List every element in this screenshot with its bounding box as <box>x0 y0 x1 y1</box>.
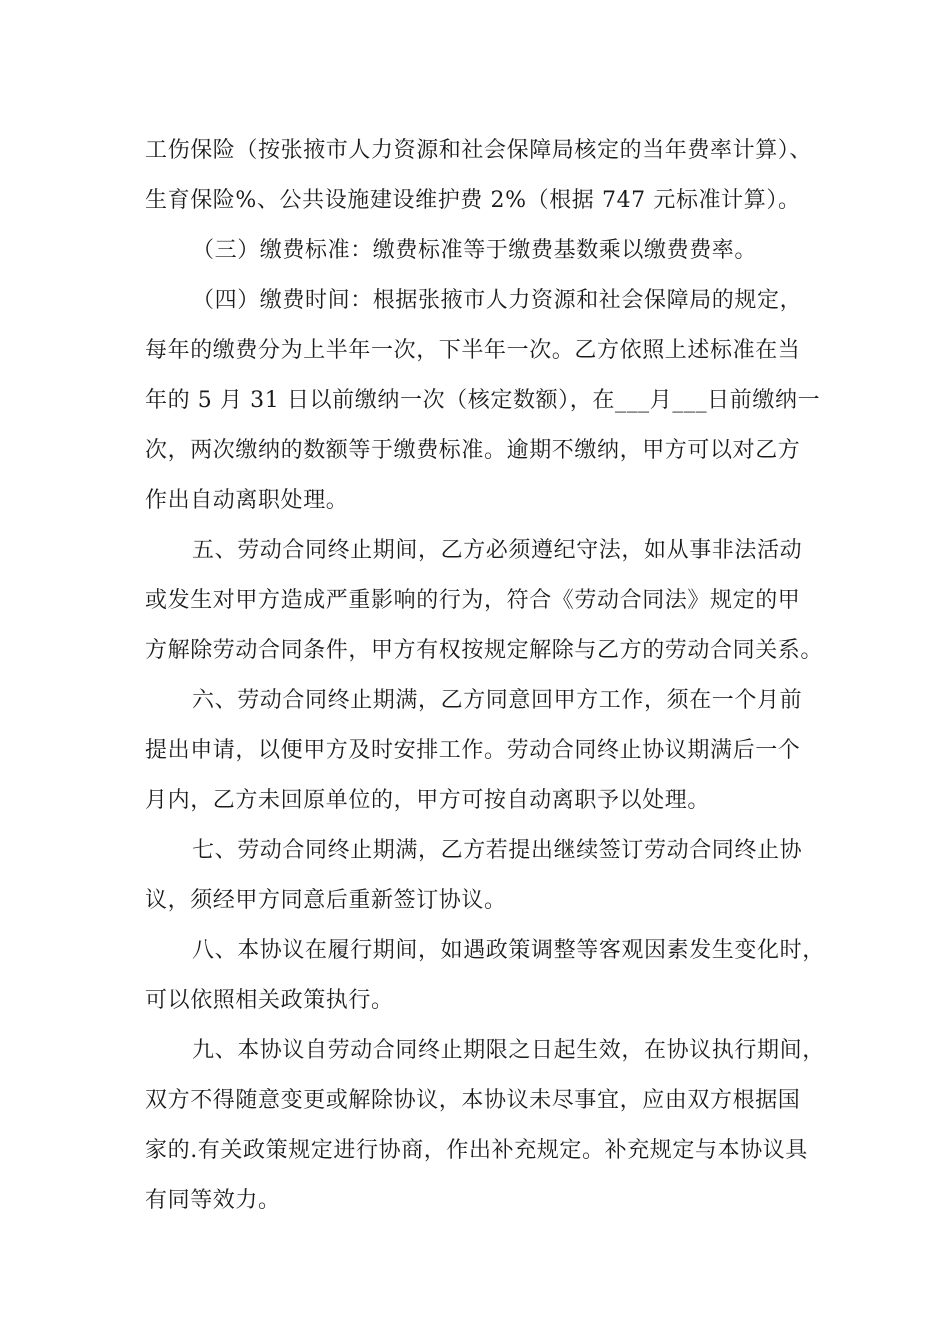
text-line: （三）缴费标准：缴费标准等于缴费基数乘以缴费费率。 <box>192 238 758 263</box>
text-line: 或发生对甲方造成严重影响的行为，符合《劳动合同法》规定的甲 <box>145 588 801 613</box>
text-line: 五、劳动合同终止期间，乙方必须遵纪守法，如从事非法活动 <box>192 538 803 563</box>
text-line: 生育保险%、公共设施建设维护费 2%（根据 747 元标准计算）。 <box>145 188 801 213</box>
text-line: 六、劳动合同终止期满，乙方同意回甲方工作，须在一个月前 <box>192 688 803 713</box>
text-line: 议，须经甲方同意后重新签订协议。 <box>145 888 507 913</box>
text-line: 八、本协议在履行期间，如遇政策调整等客观因素发生变化时， <box>192 938 825 963</box>
text-line: 提出申请，以便甲方及时安排工作。劳动合同终止协议期满后一个 <box>145 738 801 763</box>
text-line: 方解除劳动合同条件，甲方有权按规定解除与乙方的劳动合同关系。 <box>145 638 824 663</box>
text-line: 可以依照相关政策执行。 <box>145 988 394 1013</box>
text-line: 家的.有关政策规定进行协商，作出补充规定。补充规定与本协议具 <box>145 1138 808 1163</box>
text-line: 有同等效力。 <box>145 1188 281 1213</box>
text-line: 工伤保险（按张掖市人力资源和社会保障局核定的当年费率计算）、 <box>145 138 813 163</box>
text-line: 九、本协议自劳动合同终止期限之日起生效，在协议执行期间， <box>192 1038 825 1063</box>
text-line: 七、劳动合同终止期满，乙方若提出继续签订劳动合同终止协 <box>192 838 803 863</box>
text-line: 月内，乙方未回原单位的，甲方可按自动离职予以处理。 <box>145 788 711 813</box>
text-line: 次，两次缴纳的数额等于缴费标准。逾期不缴纳，甲方可以对乙方 <box>145 438 801 463</box>
text-line: （四）缴费时间：根据张掖市人力资源和社会保障局的规定， <box>192 288 803 313</box>
text-line: 每年的缴费分为上半年一次，下半年一次。乙方依照上述标准在当 <box>145 338 801 363</box>
text-line: 作出自动离职处理。 <box>145 488 349 513</box>
text-line: 双方不得随意变更或解除协议，本协议未尽事宜，应由双方根据国 <box>145 1088 801 1113</box>
text-line: 年的 5 月 31 日以前缴纳一次（核定数额），在___月___日前缴纳一 <box>145 388 821 413</box>
